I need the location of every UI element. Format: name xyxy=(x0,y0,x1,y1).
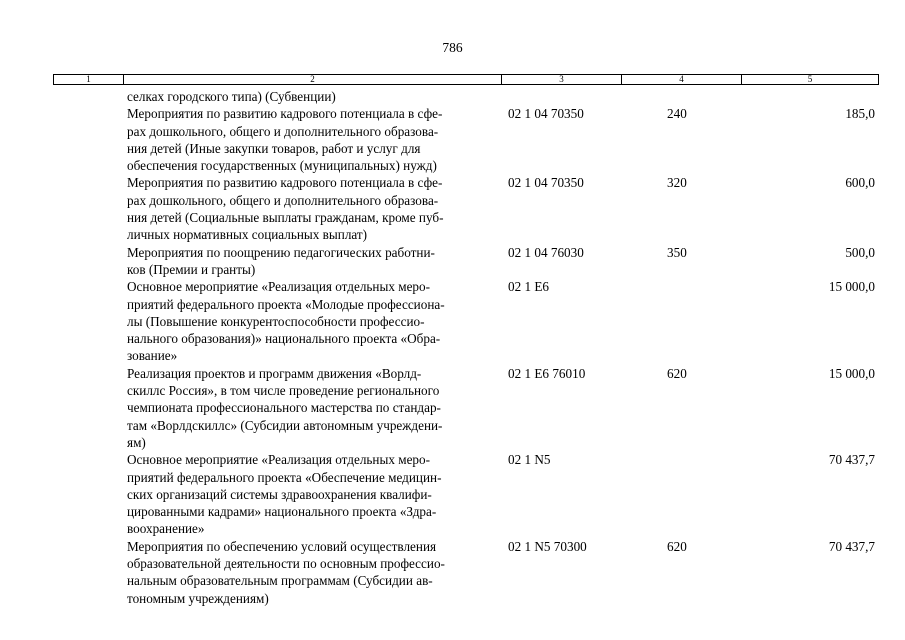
row-description: Реализация проектов и программ движения «Ворлд- скиллс Россия», в том числе проведение регионального чемпионата профессионального мастерства по стандар- там «Ворлдскиллс» (Субсидии автономным учреждени- ям) xyxy=(127,365,443,450)
row-code: 02 1 04 76030 xyxy=(508,244,584,260)
row-description: Основное мероприятие «Реализация отдельных меро- приятий федерального проекта «Молодые профессиона- лы (Повышение конкурентоспособности профессио- нального образования)» национального проекта «Обра- зование» xyxy=(127,279,445,364)
row-code: 02 1 E6 76010 xyxy=(508,365,586,381)
row-code: 02 1 N5 70300 xyxy=(508,538,587,554)
table-row xyxy=(0,244,905,279)
table-row xyxy=(0,365,905,451)
table-row xyxy=(0,88,905,105)
row-amount: 15 000,0 xyxy=(828,279,875,295)
row-expense-type: 620 xyxy=(667,538,687,554)
table-row xyxy=(0,451,905,537)
header-col-2: 2 xyxy=(124,75,502,84)
table-body xyxy=(0,88,905,607)
table-header xyxy=(53,74,879,85)
table-row xyxy=(0,278,905,364)
row-amount: 70 437,7 xyxy=(828,538,875,554)
row-code: 02 1 04 70350 xyxy=(508,175,584,191)
row-description: Мероприятия по развитию кадрового потенциала в сфе- рах дошкольного, общего и дополнительного образова- ния детей (Социальные выплаты гражданам, кроме пуб- личных нормативных социальных выплат) xyxy=(127,175,444,243)
row-expense-type: 320 xyxy=(667,175,687,191)
row-amount: 600,0 xyxy=(845,175,875,191)
row-amount: 185,0 xyxy=(845,106,875,122)
row-expense-type: 620 xyxy=(667,365,687,381)
row-amount: 70 437,7 xyxy=(828,452,875,468)
table-row xyxy=(0,538,905,607)
row-description: Мероприятия по развитию кадрового потенциала в сфе- рах дошкольного, общего и дополнительного образова- ния детей (Иные закупки товаров, работ и услуг для обеспечения государственных (муниципальных) нужд) xyxy=(127,106,443,174)
row-code: 02 1 04 70350 xyxy=(508,106,584,122)
header-col-5: 5 xyxy=(807,74,813,84)
row-amount: 500,0 xyxy=(845,244,875,260)
row-code: 02 1 N5 xyxy=(508,452,551,468)
row-amount: 15 000,0 xyxy=(828,365,875,381)
row-description: селках городского типа) (Субвенции) xyxy=(127,89,336,104)
header-col-3: 3 xyxy=(502,75,622,84)
row-description: Мероприятия по поощрению педагогических работни- ков (Премии и гранты) xyxy=(127,244,435,277)
row-expense-type: 240 xyxy=(667,106,687,122)
header-col-4: 4 xyxy=(622,75,742,84)
row-description: Основное мероприятие «Реализация отдельных меро- приятий федерального проекта «Обеспечение медицин- ских организаций системы здравоохранения квалифи- цированными кадрами» национального проекта «Здра- воохранение» xyxy=(127,452,442,537)
page-number: 786 xyxy=(442,40,463,55)
row-description: Мероприятия по обеспечению условий осуществления образовательной деятельности по основным профессио- нальным образовательным программам (Субсидии ав- тономным учреждениям) xyxy=(127,538,445,606)
table-row xyxy=(0,174,905,243)
row-expense-type: 350 xyxy=(667,244,687,260)
table-row xyxy=(0,105,905,174)
header-col-1: 1 xyxy=(54,75,124,84)
row-code: 02 1 E6 xyxy=(508,279,550,295)
